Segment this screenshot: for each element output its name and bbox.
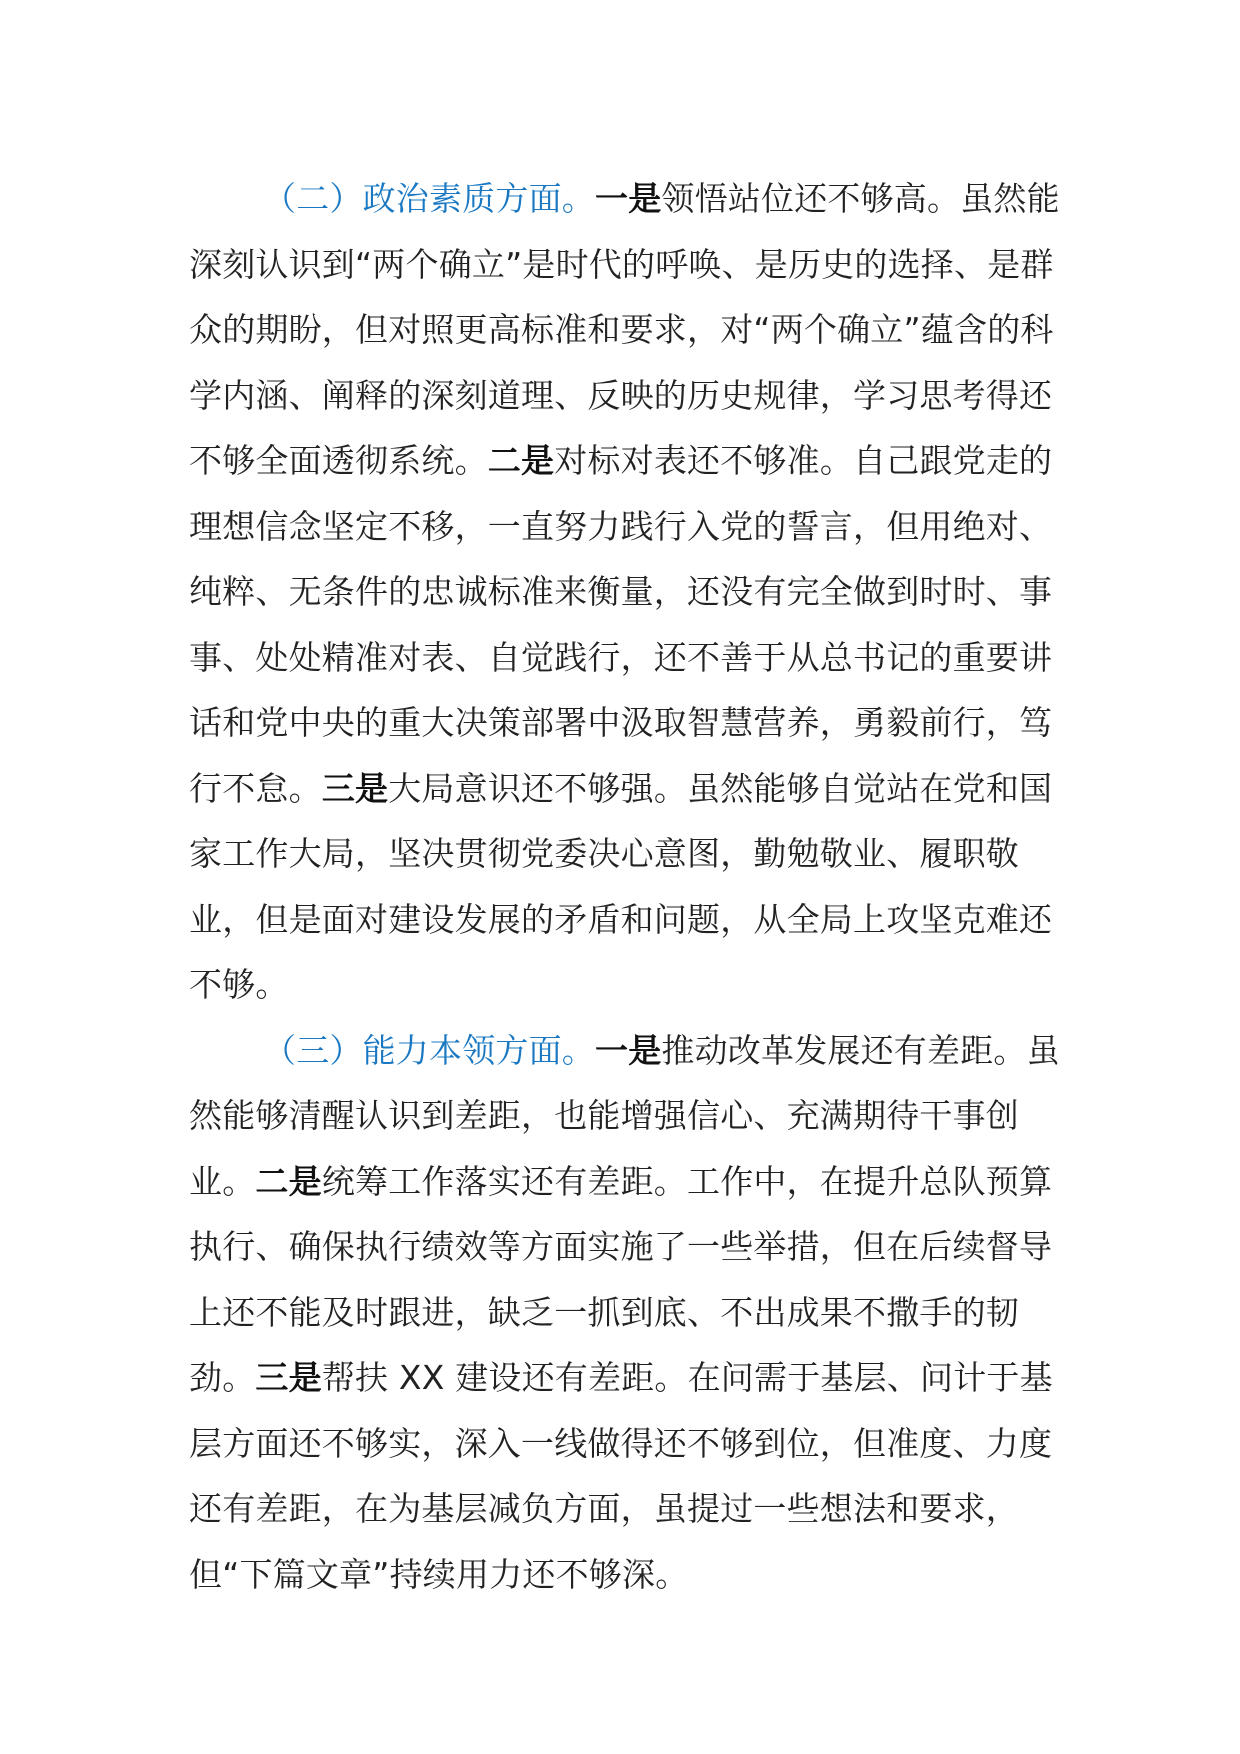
document-body — [189, 166, 1063, 1607]
point-text: 领悟站位还不够高。虽然能深刻认识到“两个确立”是时代的呼唤、是历史的选择、是群众的期盼，但对照更高标准和要求，对“两个确立”蕴含的科学内涵、阐释的深刻道理、反映的历史规律，学习思考得还不够全面透彻系统。 — [189, 179, 1060, 480]
point-label: 三是 — [255, 1358, 322, 1397]
point-label: 一是 — [595, 1030, 662, 1070]
section-heading: （二）政治素质方面。 — [263, 179, 595, 218]
point-label: 二是 — [255, 1161, 322, 1201]
point-label: 一是 — [595, 179, 662, 218]
point-label: 二是 — [487, 441, 555, 480]
point-text: 统筹工作落实还有差距。工作中，在提升总队预算执行、确保执行绩效等方面实施了一些举措，但在后续督导上还不能及时跟进，缺乏一抓到底、不出成果不撒手的韧劲。 — [189, 1161, 1053, 1397]
paragraph-ability — [189, 1018, 1063, 1608]
section-heading: （三）能力本领方面。 — [263, 1030, 595, 1070]
point-text: 推动改革发展还有差距。虽然能够清醒认识到差距，也能增强信心、充满期待干事创业。 — [189, 1030, 1060, 1201]
point-text: 大局意识还不够强。虽然能够自觉站在党和国家工作大局，坚决贯彻党委决心意图，勤勉敬业、履职敬业，但是面对建设发展的矛盾和问题，从全局上攻坚克难还不够。 — [189, 768, 1053, 1004]
paragraph-political-quality — [189, 166, 1063, 1018]
point-text: 对标对表还不够准。自己跟党走的理想信念坚定不移，一直努力践行入党的誓言，但用绝对、纯粹、无条件的忠诚标准来衡量，还没有完全做到时时、事事、处处精准对表、自觉践行，还不善于从总书记的重要讲话和党中央的重大决策部署中汲取智慧营养，勇毅前行，笃行不怠。 — [189, 441, 1053, 808]
point-label: 三是 — [321, 768, 389, 808]
point-text: 帮扶 XX 建设还有差距。在问需于基层、问计于基层方面还不够实，深入一线做得还不够到位，但准度、力度还有差距，在为基层减负方面，虽提过一些想法和要求，但“下篇文章”持续用力还不够深。 — [189, 1358, 1053, 1594]
